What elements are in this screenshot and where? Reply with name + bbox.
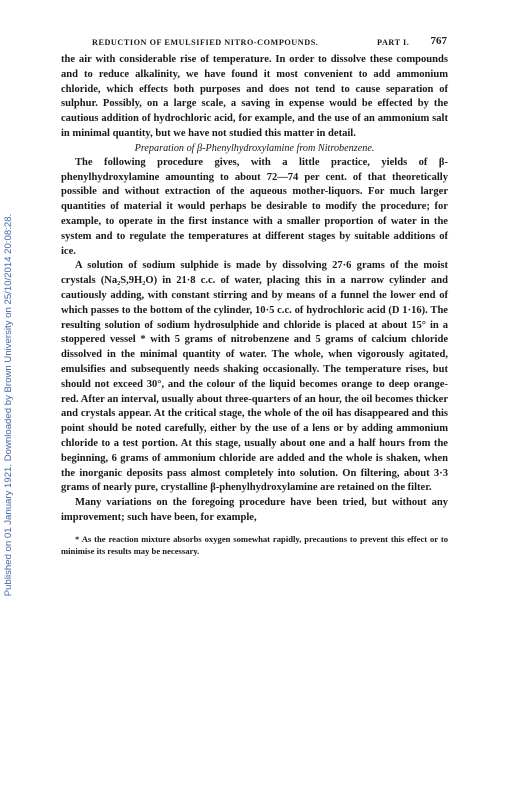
body-paragraph-1: the air with considerable rise of temperature. In order to dissolve these compounds and to reduce alkalinity, we have found it most convenient to add ammonium chloride, which effects both purposes and does not tend to cause separation of sulphur. Possibly, on a large scale, a saving in expense would be effected by the cautious addition of hydrochloric acid, for example, and the use of an ammonium salt in minimal quantity, but we have not studied this matter in detail. xyxy=(61,54,448,139)
body-paragraph-4: Many variations on the foregoing procedure have been tried, but without any improvement; such have been, for example, xyxy=(61,497,448,523)
body-paragraph-3: A solution of sodium sulphide is made by dissolving 27·6 grams of the moist crystals (Na₂S,9H₂O) in 21·8 c.c. of water, placing this in a narrow cylinder and cautiously adding, with constant stirring and by means of a funnel the lower end of which passes to the bottom of the cylinder, 10·5 c.c. of hydrochloric acid (D 1·16). The resulting solution of sodium hydrosulphide and chloride is placed at about 15° in a stoppered vessel * with 5 grams of nitrobenzene and 5 grams of calcium chloride dissolved in the minimal quantity of water. The whole, when vigorously agitated, emulsifies and subsequently needs shaking occasionally. The temperature rises, but should not exceed 30°, and the colour of the liquid becomes orange to deep orange-red. After an interval, usually about three-quarters of an hour, the oil becomes thicker and crystals appear. At the critical stage, the whole of the oil has disappeared and this point should be noted carefully, either by the use of a lens or by adding ammonium chloride to a test portion. At this stage, usually about one and a half hours from the beginning, 6 grams of ammonium chloride are added and the whole is shaken, when the inorganic deposits pass almost completely into solution. On filtering, about 3·3 grams of nearly pure, crystalline β-phenylhydroxylamine are retained on the filter. xyxy=(61,260,448,494)
body-paragraph-2: The following procedure gives, with a little practice, yields of β-phenylhydroxylamine amounting to about 72—74 per cent. of that theoretically possible and without extraction of the aqueous mother-liquors. For much larger quantities of material it would perhaps be desirable to modify the procedure; for example, to operate in the first instance with a smaller proportion of water in the system and to regulate the temperatures at different stages by suitable additions of ice. xyxy=(61,156,448,257)
running-head xyxy=(92,36,447,50)
article-body xyxy=(61,53,448,557)
footnote-text: * As the reaction mixture absorbs oxygen somewhat rapidly, precautions to prevent this effect or to minimise its results may be necessary. xyxy=(61,533,448,556)
publication-sidebar-note: Published on 01 January 1921. Downloaded by Brown University on 25/10/2014 20:08:28. xyxy=(3,213,14,597)
section-heading: Preparation of β-Phenylhydroxylamine from Nitrobenzene. xyxy=(134,142,375,154)
running-head-title: REDUCTION OF EMULSIFIED NITRO-COMPOUNDS. xyxy=(92,38,319,47)
page-number: 767 xyxy=(430,35,447,47)
running-head-part: PART I. xyxy=(377,38,410,47)
footnote xyxy=(61,533,448,557)
